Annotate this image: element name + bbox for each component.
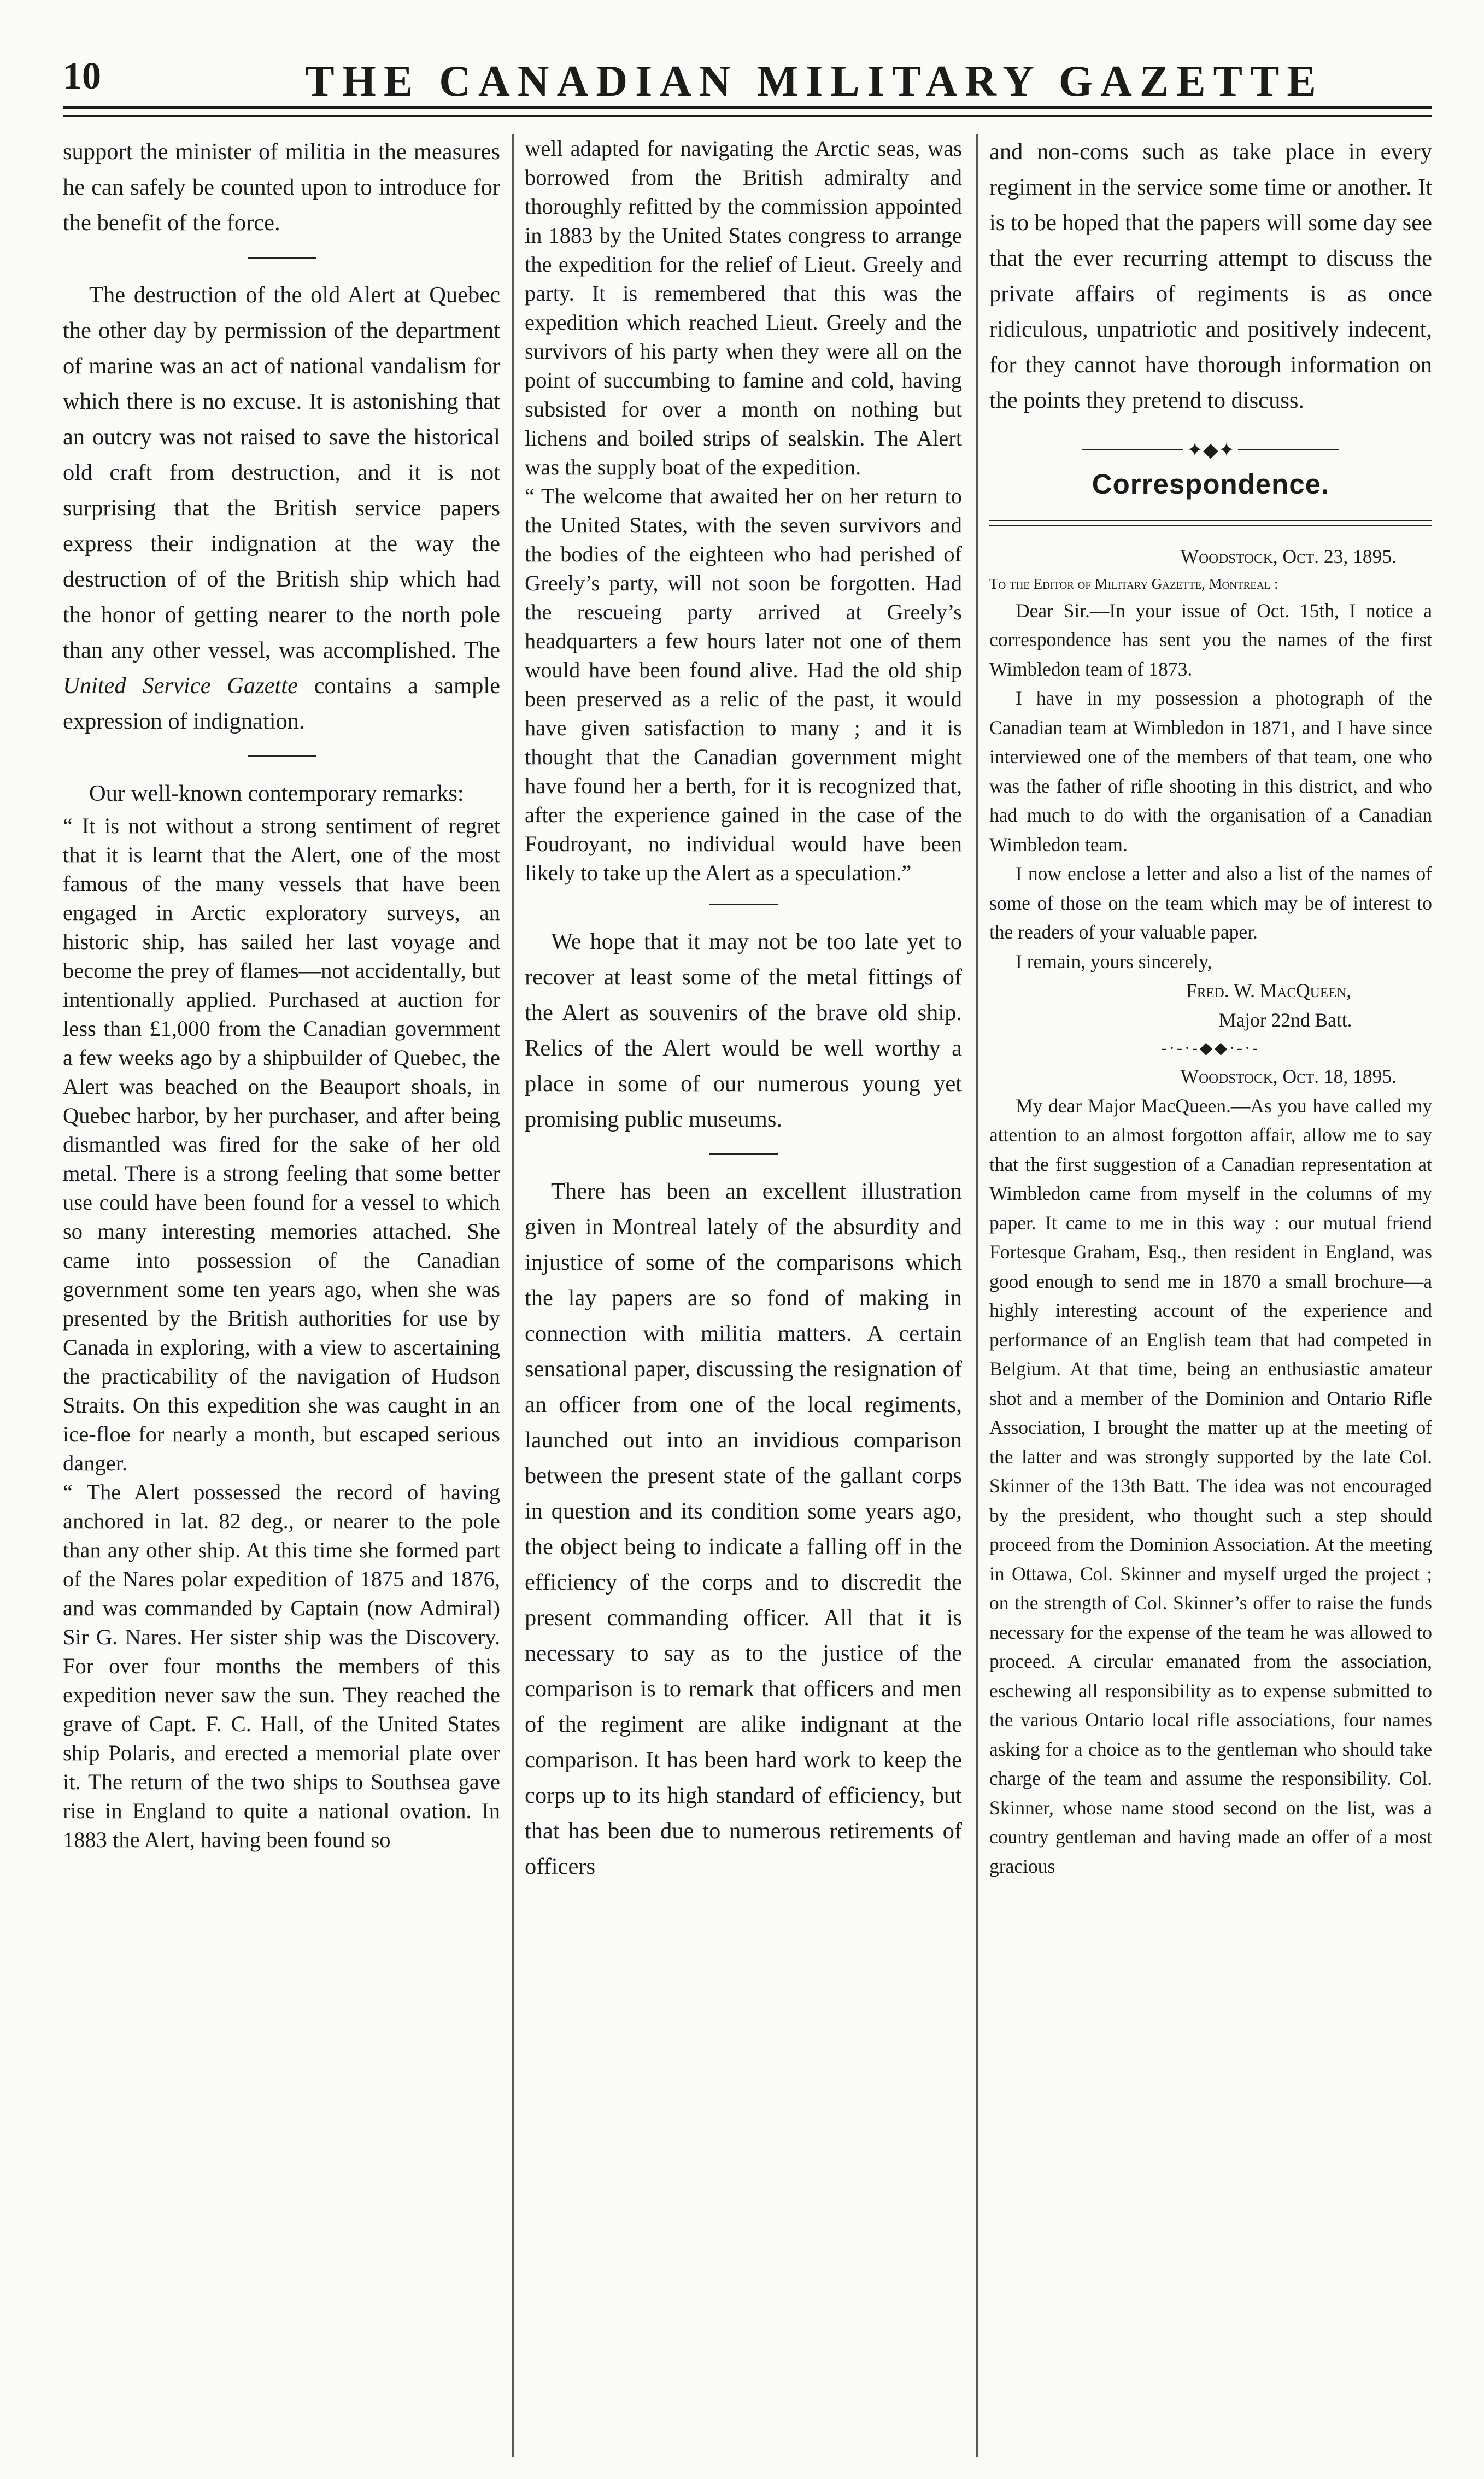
paragraph: Our well-known contemporary remarks: [89, 781, 464, 806]
masthead-title: THE CANADIAN MILITARY GAZETTE [305, 57, 1324, 106]
section-separator [709, 1153, 778, 1155]
paragraph-relics: We hope that it may not be too late yet to recover at least some of the metal fittings of the Alert as souvenirs of the brave old ship. Relics of the Alert would be well worthy a place in some of our numerous young yet promising public museums. [525, 929, 962, 1132]
double-rule [989, 520, 1432, 526]
header-rule [63, 106, 1432, 109]
column-3 [989, 134, 1432, 2457]
page-number: 10 [63, 55, 101, 97]
letter-dateline: Woodstock, Oct. 18, 1895. [1180, 1065, 1397, 1087]
column-2 [525, 134, 962, 2457]
paragraph-comparisons: There has been an excellent illustration given in Montreal lately of the absurdity and injustice of some of the comparisons which the lay papers are so fond of making in connection with militia matters. A certain sensational paper, discussing the resignation of an officer from one of the local regiments, launched out into an invidious comparison between the present state of the gallant corps in question and its condition some years ago, the object being to indicate a falling off in the efficiency of the corps and to discredit the present commanding officer. All that it is necessary to say as to the justice of the comparison is to remark that officers and men of the regiment are alike indignant at the comparison. It has been hard work to keep the corps up to its high standard of efficiency, but that has been due to numerous retirements of officers [525, 1179, 962, 1879]
column-1 [63, 134, 500, 2457]
quote-paragraph: “ The Alert possessed the record of having anchored in lat. 82 deg., or nearer to the pole than any other ship. At this time she formed part of the Nares polar expedition of 1875 and 1876, and was commanded by Captain (now Admiral) Sir G. Nares. Her sister ship was the Discovery. For over four months the members of this expedition never saw the sun. They reached the grave of Capt. F. C. Hall, of the United States ship Polaris, and erected a memorial plate over it. The return of the two ships to Southsea gave rise in England to quite a national ovation. In 1883 the Alert, having been found so [63, 1480, 500, 1852]
header-rule-thin [63, 115, 1432, 117]
quote-paragraph: “ It is not without a strong sentiment of regret that it is learnt that the Alert, one of the most famous of the many vessels that have been engaged in Arctic exploratory surveys, an historic ship, has sailed her last voyage and become the prey of flames—not accidentally, but intentionally applied. Purchased at auction for less than £1,000 from the Canadian government a few weeks ago by a shipbuilder of Quebec, the Alert was beached on the Beauport shoals, in Quebec harbor, by her purchaser, and after being dismantled was fired for the sake of her old metal. There is a strong feeling that some better use could have been found for a vessel to which so many interesting memories attached. She came into possession of the Canadian government some ten years ago, when she was presented by the British authorities for use by Canada in exploring, with a view to ascertaining the practicability of the navigation of Hudson Straits. On this expedition she was caught in an ice-floe for nearly a month, but escaped serious danger. [63, 813, 500, 1475]
letter-paragraph: Dear Sir.—In your issue of Oct. 15th, I notice a correspondence has sent you the names of the first Wimbledon team of 1873. [989, 599, 1432, 680]
paragraph: and non-coms such as take place in every regiment in the service some time or another. It is to be hoped that the papers will some day see that the ever recurring attempt to discuss the private affairs of regiments is as once ridiculous, unpatriotic and positively indecent, for they cannot have thorough information on the points they pretend to discuss. [989, 139, 1432, 413]
letter-closing: I remain, yours sincerely, [1016, 950, 1212, 972]
section-separator [248, 755, 316, 757]
correspondence-heading: Correspondence. [1092, 468, 1330, 500]
quote-paragraph: “ The welcome that awaited her on her return to the United States, with the seven survivors and the bodies of the eighteen who had perished of Greely’s party, will not soon be forgotten. Had the rescueing party arrived at Greely’s headquarters a few hours later not one of them would have been found alive. Had the old ship been preserved as a relic of the past, it would have given satisfaction to many ; and it is thought that the Canadian government might have found her a berth, for it is recognized that, after the experience gained in the case of the Foudroyant, no individual would have been likely to take up the Alert as a speculation.” [525, 484, 962, 885]
letter-signature: Fred. W. MacQueen, [1186, 980, 1352, 1001]
column-divider [976, 134, 978, 2457]
ornament-divider: ✦◆✦ [989, 438, 1432, 462]
letter-paragraph: I now enclose a letter and also a list of the names of some of those on the team which may be of interest to the readers of your valuable paper. [989, 863, 1432, 943]
section-separator [709, 904, 778, 905]
column-divider [512, 134, 514, 2457]
section-separator [248, 257, 316, 259]
letter-signature-rank: Major 22nd Batt. [1219, 1009, 1352, 1031]
paragraph: support the minister of militia in the measures he can safely be counted upon to introduce for the benefit of the force. [63, 139, 500, 236]
letter-paragraph: My dear Major MacQueen.—As you have called my attention to an almost forgotton affair, allow me to say that the first suggestion of a Canadian representation at Wimbledon came from myself in the columns of my paper. It came to me in this way : our mutual friend Fortesque Graham, Esq., then resident in England, was good enough to send me in 1870 a small brochure—a highly interesting account of the experience and performance of an English team that had competed in Belgium. At that time, being an enthusiastic amateur shot and a member of the Dominion and Ontario Rifle Association, I brought the matter up at the meeting of the latter and was strongly supported by the late Col. Skinner of the 13th Batt. The idea was not encouraged by the president, who thought such a step should proceed from the Dominion Association. At the meeting in Ottawa, Col. Skinner and myself urged the project ; on the strength of Col. Skinner’s offer to raise the funds necessary for the expense of the team he was allowed to proceed. A circular emanated from the association, eschewing all responsibility as to expense submitted to the various Ontario local rifle associations, four names asking for a choice as to the gentleman who should take charge of the team and assume the responsibility. Col. Skinner, whose name stood second on the list, was a country gentleman and having made an offer of a most gracious [989, 1094, 1432, 1877]
letter-dateline: Woodstock, Oct. 23, 1895. [1180, 546, 1397, 567]
letter-paragraph: I have in my possession a photograph of the Canadian team at Wimbledon in 1871, and I have since interviewed one of the members of that team, one who was the father of rifle shooting in this district, and who had much to do with the organisation of a Canadian Wimbledon team. [989, 687, 1432, 855]
quote-paragraph: well adapted for navigating the Arctic seas, was borrowed from the British admiralty and thoroughly refitted by the commission appointed in 1883 by the United States congress to arrange the expedition for the relief of Lieut. Greely and party. It is remembered that this was the expedition which reached Lieut. Greely and the survivors of his party when they were all on the point of succumbing to famine and cold, having subsisted for over a month on nothing but lichens and boiled strips of sealskin. The Alert was the supply boat of the expedition. [525, 136, 962, 479]
paragraph-alert-destruction: The destruction of the old Alert at Quebec the other day by permission of the department of marine was an act of national vandalism for which there is no excuse. It is astonishing that an outcry was not raised to save the historical old craft from destruction, and it is not surprising that the British service papers express their indignation at the way the destruction of of the British ship which had the honor of getting nearer to the north pole than any other vessel, was accomplished. The United Service Gazette contains a sample expression of indignation. [63, 282, 500, 734]
small-ornament: -·-·-◆◆·-·- [1161, 1039, 1260, 1057]
letter-addressee: To the Editor of Military Gazette, Montreal : [989, 575, 1278, 592]
